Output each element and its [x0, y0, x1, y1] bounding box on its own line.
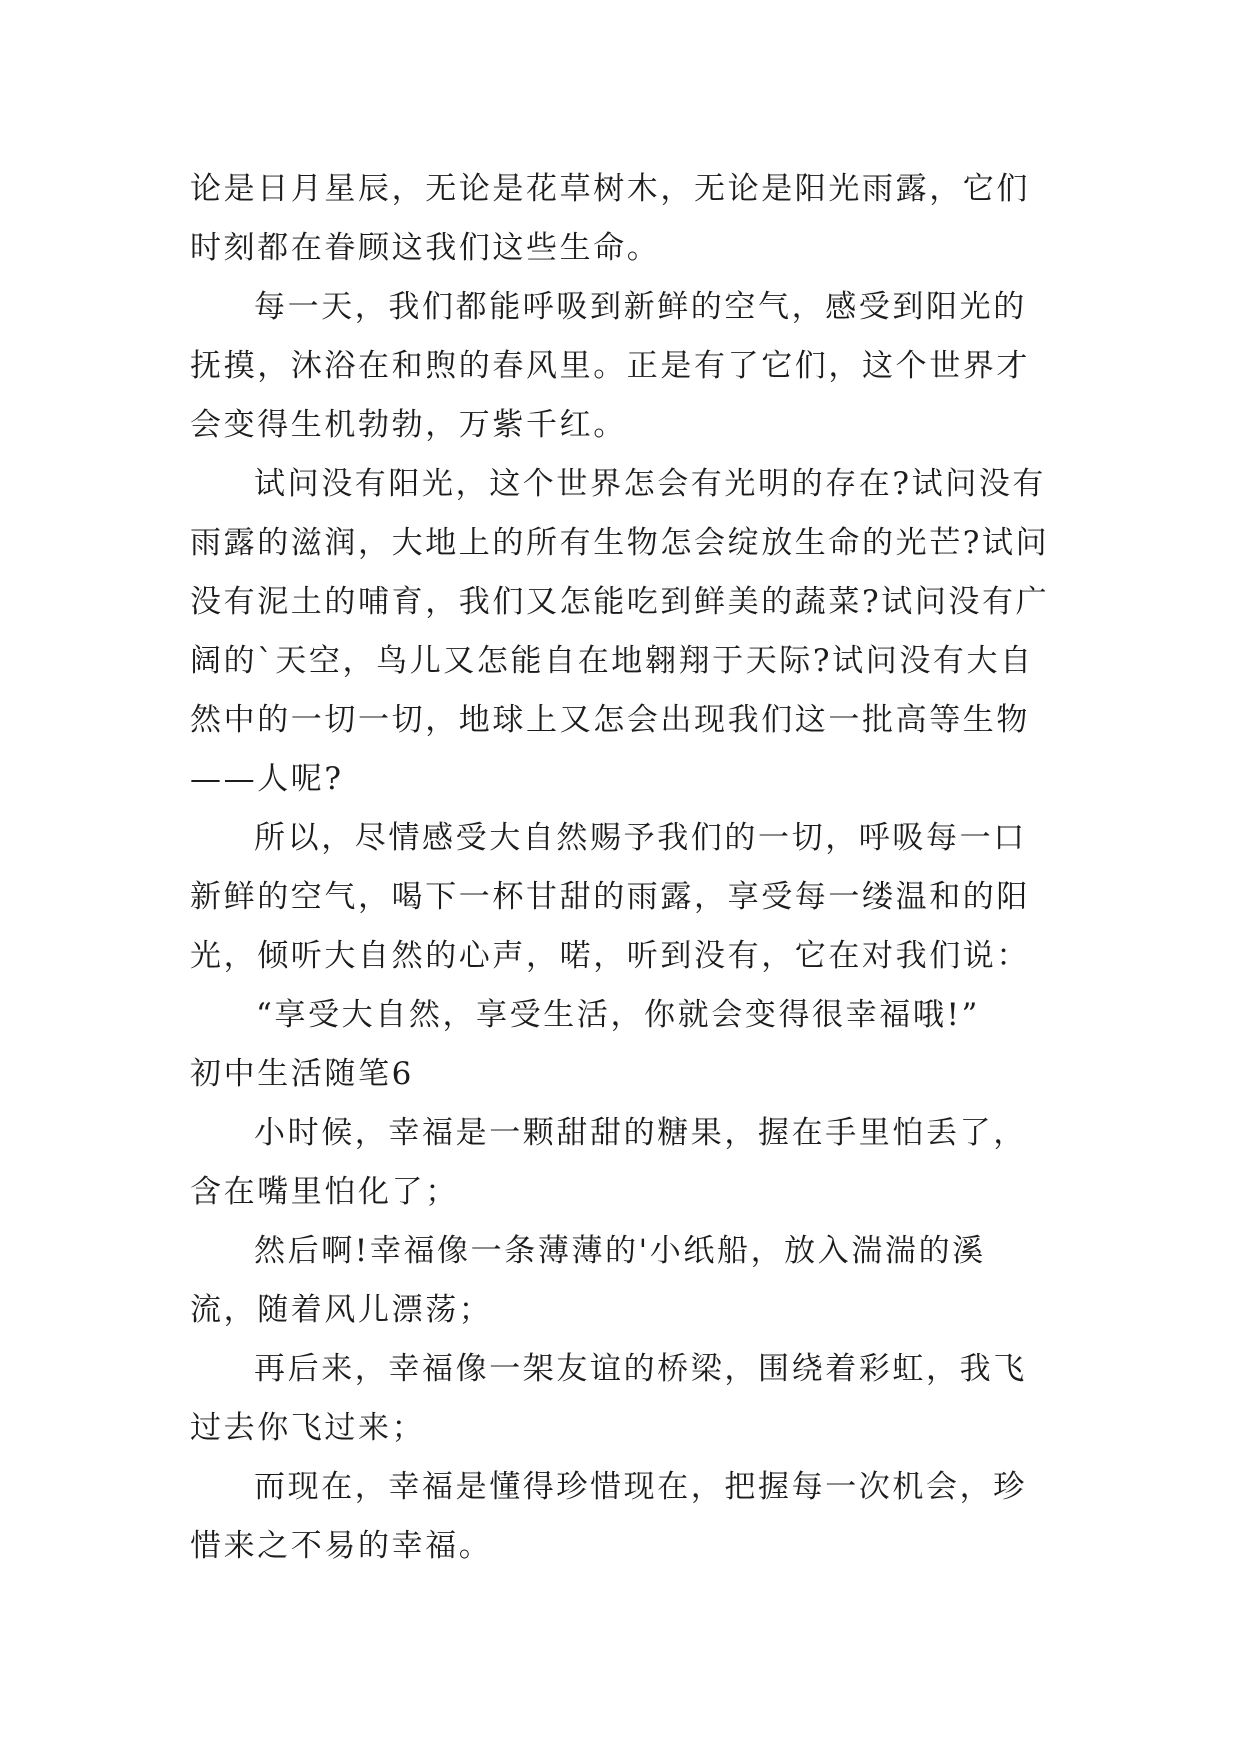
paragraph-questions: 试问没有阳光，这个世界怎会有光明的存在?试问没有雨露的滋润，大地上的所有生物怎会绽放生命的光芒?试问没有泥土的哺育，我们又怎能吃到鲜美的蔬菜?试问没有广阔的`天空，鸟儿又怎能自在地翱翔于天际?试问没有大自然中的一切一切，地球上又怎会出现我们这一批高等生物——人呢?	[190, 466, 1050, 797]
paragraph-continuation: 论是日月星辰，无论是花草树木，无论是阳光雨露，它们时刻都在眷顾这我们这些生命。	[190, 171, 1030, 266]
paragraph-childhood: 小时候，幸福是一颗甜甜的糖果，握在手里怕丢了，含在嘴里怕化了；	[190, 1115, 1027, 1210]
section-title: 初中生活随笔6	[190, 1056, 414, 1092]
paragraph-fresh-air: 每一天，我们都能呼吸到新鲜的空气，感受到阳光的抚摸，沐浴在和煦的春风里。正是有了它们，这个世界才会变得生机勃勃，万紫千红。	[190, 289, 1030, 443]
paragraph-paper-boat: 然后啊!幸福像一条薄薄的'小纸船，放入湍湍的溪流，随着风儿漂荡；	[190, 1233, 986, 1328]
document-body	[190, 160, 1050, 1576]
paragraph-feel-nature: 所以，尽情感受大自然赐予我们的一切，呼吸每一口新鲜的空气，喝下一杯甘甜的雨露，享受每一缕温和的阳光，倾听大自然的心声，喏，听到没有，它在对我们说：	[190, 820, 1030, 974]
paragraph-quote: “享受大自然，享受生活，你就会变得很幸福哦!”	[256, 997, 980, 1033]
paragraph-friendship-bridge: 再后来，幸福像一架友谊的桥梁，围绕着彩虹，我飞过去你飞过来；	[190, 1351, 1027, 1446]
paragraph-cherish-now: 而现在，幸福是懂得珍惜现在，把握每一次机会，珍惜来之不易的幸福。	[190, 1469, 1027, 1564]
